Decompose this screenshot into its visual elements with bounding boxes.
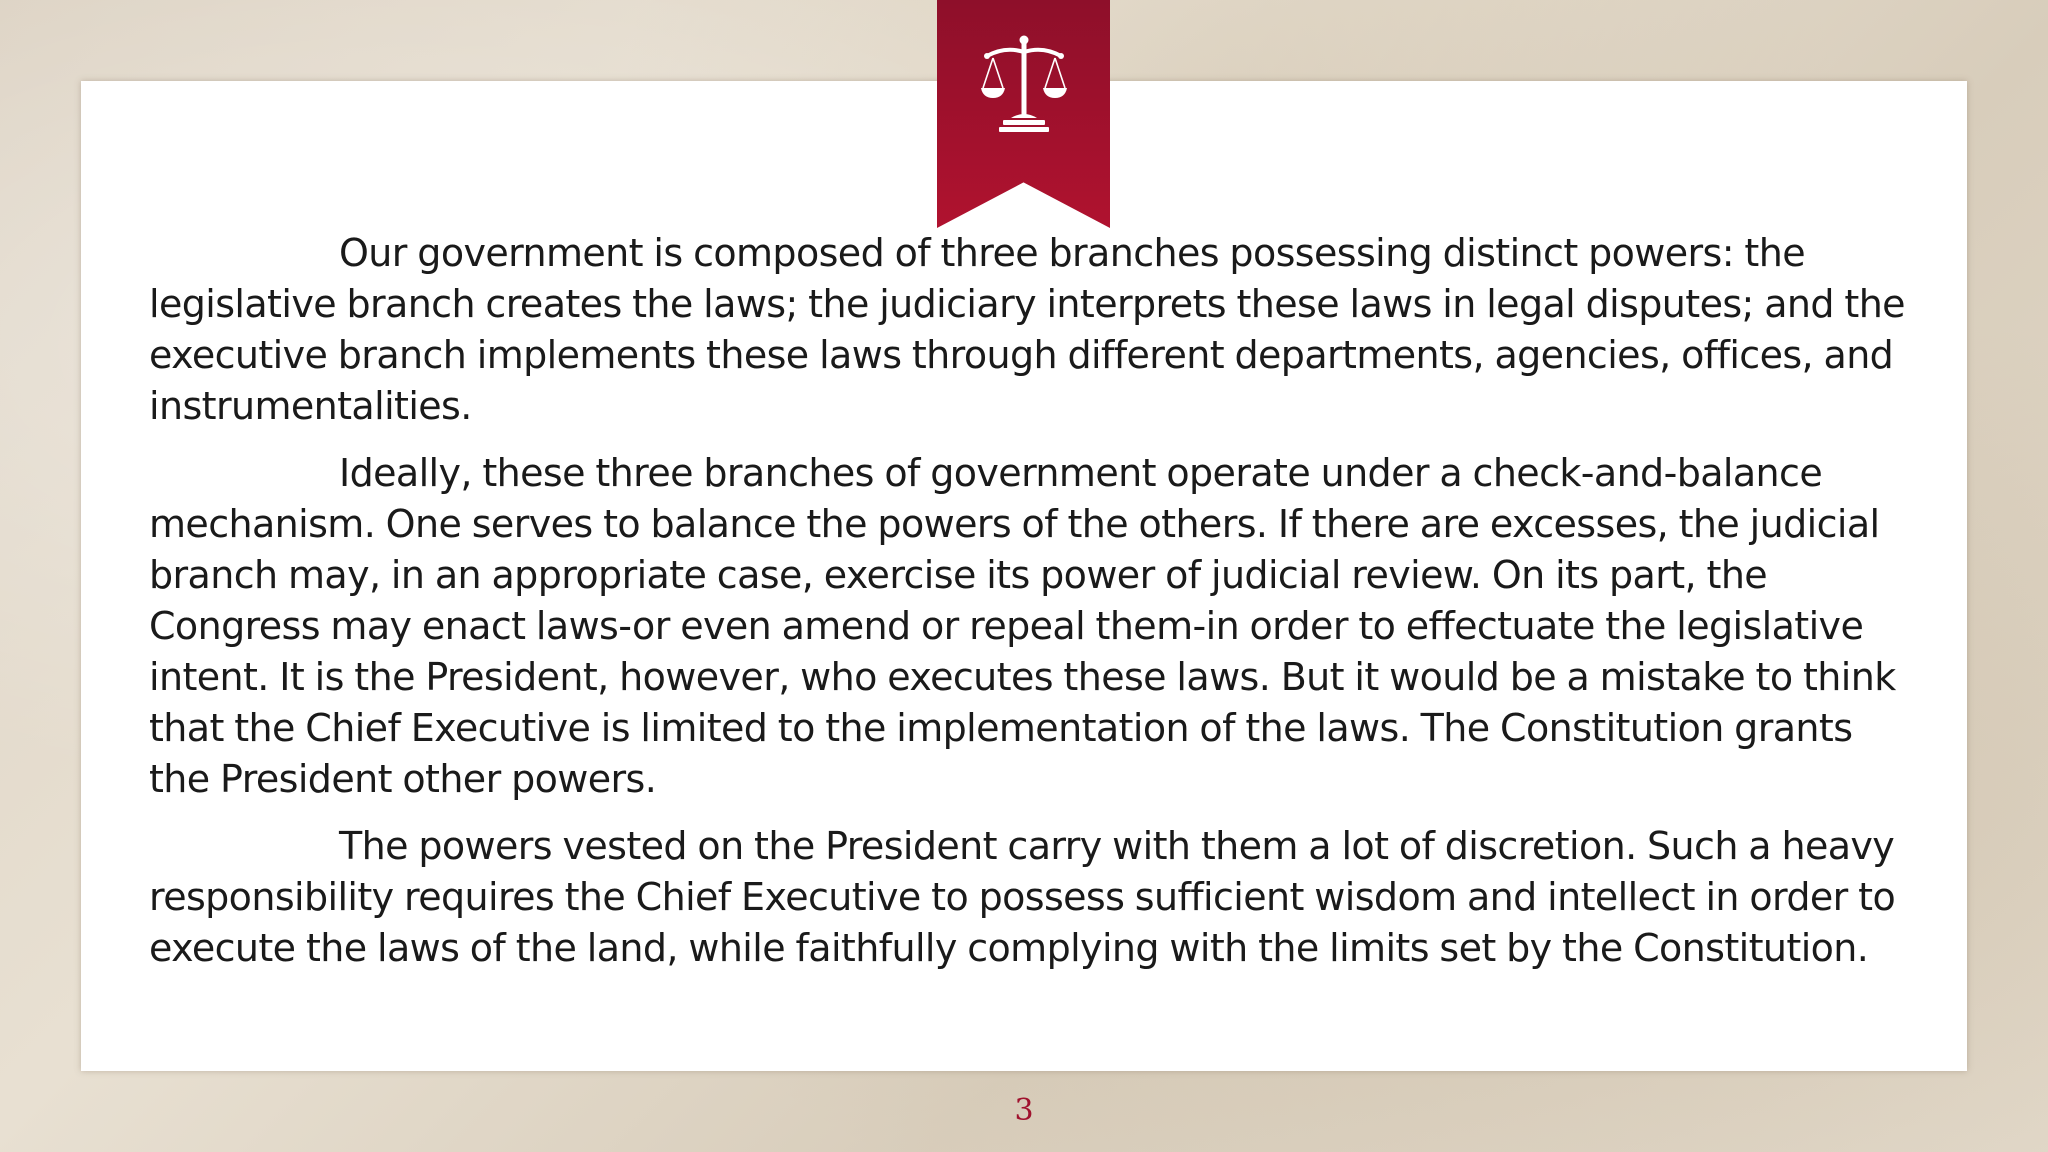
paragraph-branches: Our government is composed of three branches possessing distinct powers: the legislative branch creates the laws; the judiciary interprets these laws in legal disputes; and the executive branch implements these laws through different departments, agencies, offices, and instrumentalities.	[149, 231, 1905, 428]
body-text	[149, 228, 1909, 990]
paragraph-check-and-balance: Ideally, these three branches of government operate under a check-and-balance mechanism. One serves to balance the powers of the others. If there are excesses, the judicial branch may, in an appropriate case, exercise its power of judicial review. On its part, the Congress may enact laws-or even amend or repeal them-in order to effectuate the legislative intent. It is the President, however, who executes these laws. But it would be a mistake to think that the Chief Executive is limited to the implementation of the laws. The Constitution grants the President other powers.	[149, 451, 1896, 801]
scales-of-justice-icon	[981, 34, 1067, 134]
page-number: 3	[1014, 1093, 1034, 1128]
paragraph-presidential-powers: The powers vested on the President carry with them a lot of discretion. Such a heavy responsibility requires the Chief Executive to possess sufficient wisdom and intellect in order to execute the laws of the land, while faithfully complying with the limits set by the Constitution.	[149, 824, 1896, 970]
